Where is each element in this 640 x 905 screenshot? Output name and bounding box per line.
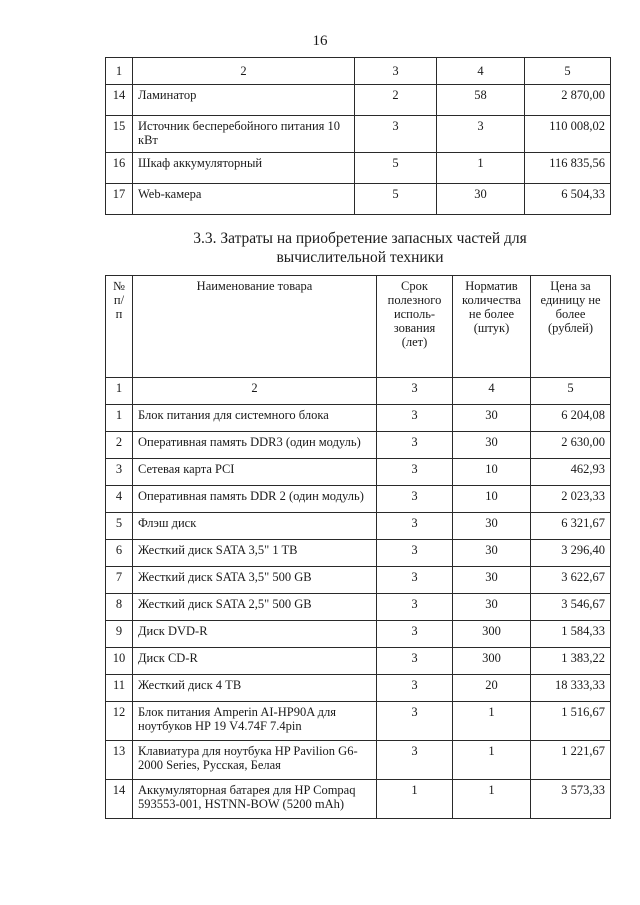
quantity-norm: 20 [453, 675, 531, 702]
table-row [106, 153, 611, 184]
quantity-norm: 1 [453, 741, 531, 780]
item-name: Аккумуляторная батарея для HP Compaq 593553-001, HSTNN-BOW (5200 mAh) [133, 780, 377, 819]
quantity-norm: 30 [453, 432, 531, 459]
item-name: Оперативная память DDR 2 (один модуль) [133, 486, 377, 513]
table-row [106, 675, 611, 702]
unit-price: 6 204,08 [531, 405, 611, 432]
service-life: 3 [377, 648, 453, 675]
item-name: Блок питания для системного блока [133, 405, 377, 432]
service-life: 3 [377, 621, 453, 648]
unit-price: 2 023,33 [531, 486, 611, 513]
column-number-row [106, 58, 611, 85]
table-row [106, 702, 611, 741]
column-number-row [106, 378, 611, 405]
item-name: Ламинатор [133, 85, 355, 116]
quantity-norm: 30 [453, 513, 531, 540]
table-row [106, 116, 611, 153]
table-row [106, 513, 611, 540]
service-life: 3 [377, 741, 453, 780]
page-number: 16 [312, 33, 328, 49]
item-name: Жесткий диск SATA 2,5" 500 GB [133, 594, 377, 621]
column-number: 2 [133, 378, 377, 405]
service-life: 3 [377, 432, 453, 459]
table-row [106, 459, 611, 486]
table-row [106, 621, 611, 648]
header-term: Срок полезного исполь-зования (лет) [377, 276, 453, 378]
column-number: 2 [133, 58, 355, 85]
quantity-norm: 30 [437, 184, 525, 215]
service-life: 5 [355, 184, 437, 215]
row-number: 7 [106, 567, 133, 594]
quantity-norm: 1 [453, 780, 531, 819]
quantity-norm: 10 [453, 459, 531, 486]
section-title: 3.3. Затраты на приобретение запасных частей для вычислительной техники [193, 230, 527, 266]
quantity-norm: 300 [453, 621, 531, 648]
item-name: Жесткий диск SATA 3,5" 1 TB [133, 540, 377, 567]
service-life: 3 [355, 116, 437, 153]
unit-price: 3 296,40 [531, 540, 611, 567]
item-name: Web-камера [133, 184, 355, 215]
service-life: 3 [377, 702, 453, 741]
column-number: 4 [437, 58, 525, 85]
row-number: 5 [106, 513, 133, 540]
item-name: Диск CD-R [133, 648, 377, 675]
service-life: 3 [377, 405, 453, 432]
service-life: 1 [377, 780, 453, 819]
unit-price: 462,93 [531, 459, 611, 486]
unit-price: 110 008,02 [525, 116, 611, 153]
unit-price: 3 546,67 [531, 594, 611, 621]
service-life: 2 [355, 85, 437, 116]
unit-price: 6 321,67 [531, 513, 611, 540]
row-number: 9 [106, 621, 133, 648]
item-name: Блок питания Amperin AI-HP90A для ноутбуков HP 19 V4.74F 7.4pin [133, 702, 377, 741]
header-row [106, 276, 611, 378]
column-number: 4 [453, 378, 531, 405]
service-life: 3 [377, 459, 453, 486]
item-name: Флэш диск [133, 513, 377, 540]
equipment-table-continued [105, 57, 611, 215]
column-number: 3 [355, 58, 437, 85]
unit-price: 3 573,33 [531, 780, 611, 819]
table-row [106, 648, 611, 675]
header-name: Наименование товара [133, 276, 377, 378]
row-number: 8 [106, 594, 133, 621]
quantity-norm: 30 [453, 405, 531, 432]
row-number: 4 [106, 486, 133, 513]
header-num: № п/п [106, 276, 133, 378]
item-name: Жесткий диск 4 TB [133, 675, 377, 702]
column-number: 1 [106, 58, 133, 85]
row-number: 14 [106, 780, 133, 819]
table-row [106, 486, 611, 513]
quantity-norm: 30 [453, 594, 531, 621]
unit-price: 18 333,33 [531, 675, 611, 702]
row-number: 10 [106, 648, 133, 675]
item-name: Жесткий диск SATA 3,5" 500 GB [133, 567, 377, 594]
unit-price: 2 630,00 [531, 432, 611, 459]
item-name: Диск DVD-R [133, 621, 377, 648]
column-number: 1 [106, 378, 133, 405]
row-number: 3 [106, 459, 133, 486]
quantity-norm: 1 [453, 702, 531, 741]
table-row [106, 432, 611, 459]
column-number: 5 [531, 378, 611, 405]
spare-parts-table [105, 275, 611, 819]
column-number: 3 [377, 378, 453, 405]
row-number: 14 [106, 85, 133, 116]
table-row [106, 741, 611, 780]
row-number: 15 [106, 116, 133, 153]
item-name: Оперативная память DDR3 (один модуль) [133, 432, 377, 459]
header-qty: Норматив количества не более (штук) [453, 276, 531, 378]
table-row [106, 405, 611, 432]
table-row [106, 780, 611, 819]
unit-price: 2 870,00 [525, 85, 611, 116]
unit-price: 3 622,67 [531, 567, 611, 594]
item-name: Источник бесперебойного питания 10 кВт [133, 116, 355, 153]
service-life: 3 [377, 567, 453, 594]
unit-price: 1 383,22 [531, 648, 611, 675]
service-life: 3 [377, 486, 453, 513]
quantity-norm: 10 [453, 486, 531, 513]
unit-price: 1 584,33 [531, 621, 611, 648]
table-row [106, 540, 611, 567]
item-name: Сетевая карта PCI [133, 459, 377, 486]
service-life: 3 [377, 594, 453, 621]
service-life: 3 [377, 675, 453, 702]
quantity-norm: 3 [437, 116, 525, 153]
row-number: 11 [106, 675, 133, 702]
service-life: 3 [377, 513, 453, 540]
unit-price: 6 504,33 [525, 184, 611, 215]
quantity-norm: 58 [437, 85, 525, 116]
table-row [106, 567, 611, 594]
item-name: Клавиатура для ноутбука HP Pavilion G6-2000 Series, Русская, Белая [133, 741, 377, 780]
quantity-norm: 300 [453, 648, 531, 675]
header-price: Цена за единицу не более (рублей) [531, 276, 611, 378]
service-life: 5 [355, 153, 437, 184]
quantity-norm: 30 [453, 540, 531, 567]
row-number: 6 [106, 540, 133, 567]
quantity-norm: 1 [437, 153, 525, 184]
unit-price: 116 835,56 [525, 153, 611, 184]
table-row [106, 594, 611, 621]
unit-price: 1 516,67 [531, 702, 611, 741]
row-number: 12 [106, 702, 133, 741]
row-number: 1 [106, 405, 133, 432]
table-row [106, 184, 611, 215]
row-number: 17 [106, 184, 133, 215]
quantity-norm: 30 [453, 567, 531, 594]
row-number: 2 [106, 432, 133, 459]
service-life: 3 [377, 540, 453, 567]
row-number: 16 [106, 153, 133, 184]
column-number: 5 [525, 58, 611, 85]
item-name: Шкаф аккумуляторный [133, 153, 355, 184]
table-row [106, 85, 611, 116]
unit-price: 1 221,67 [531, 741, 611, 780]
row-number: 13 [106, 741, 133, 780]
